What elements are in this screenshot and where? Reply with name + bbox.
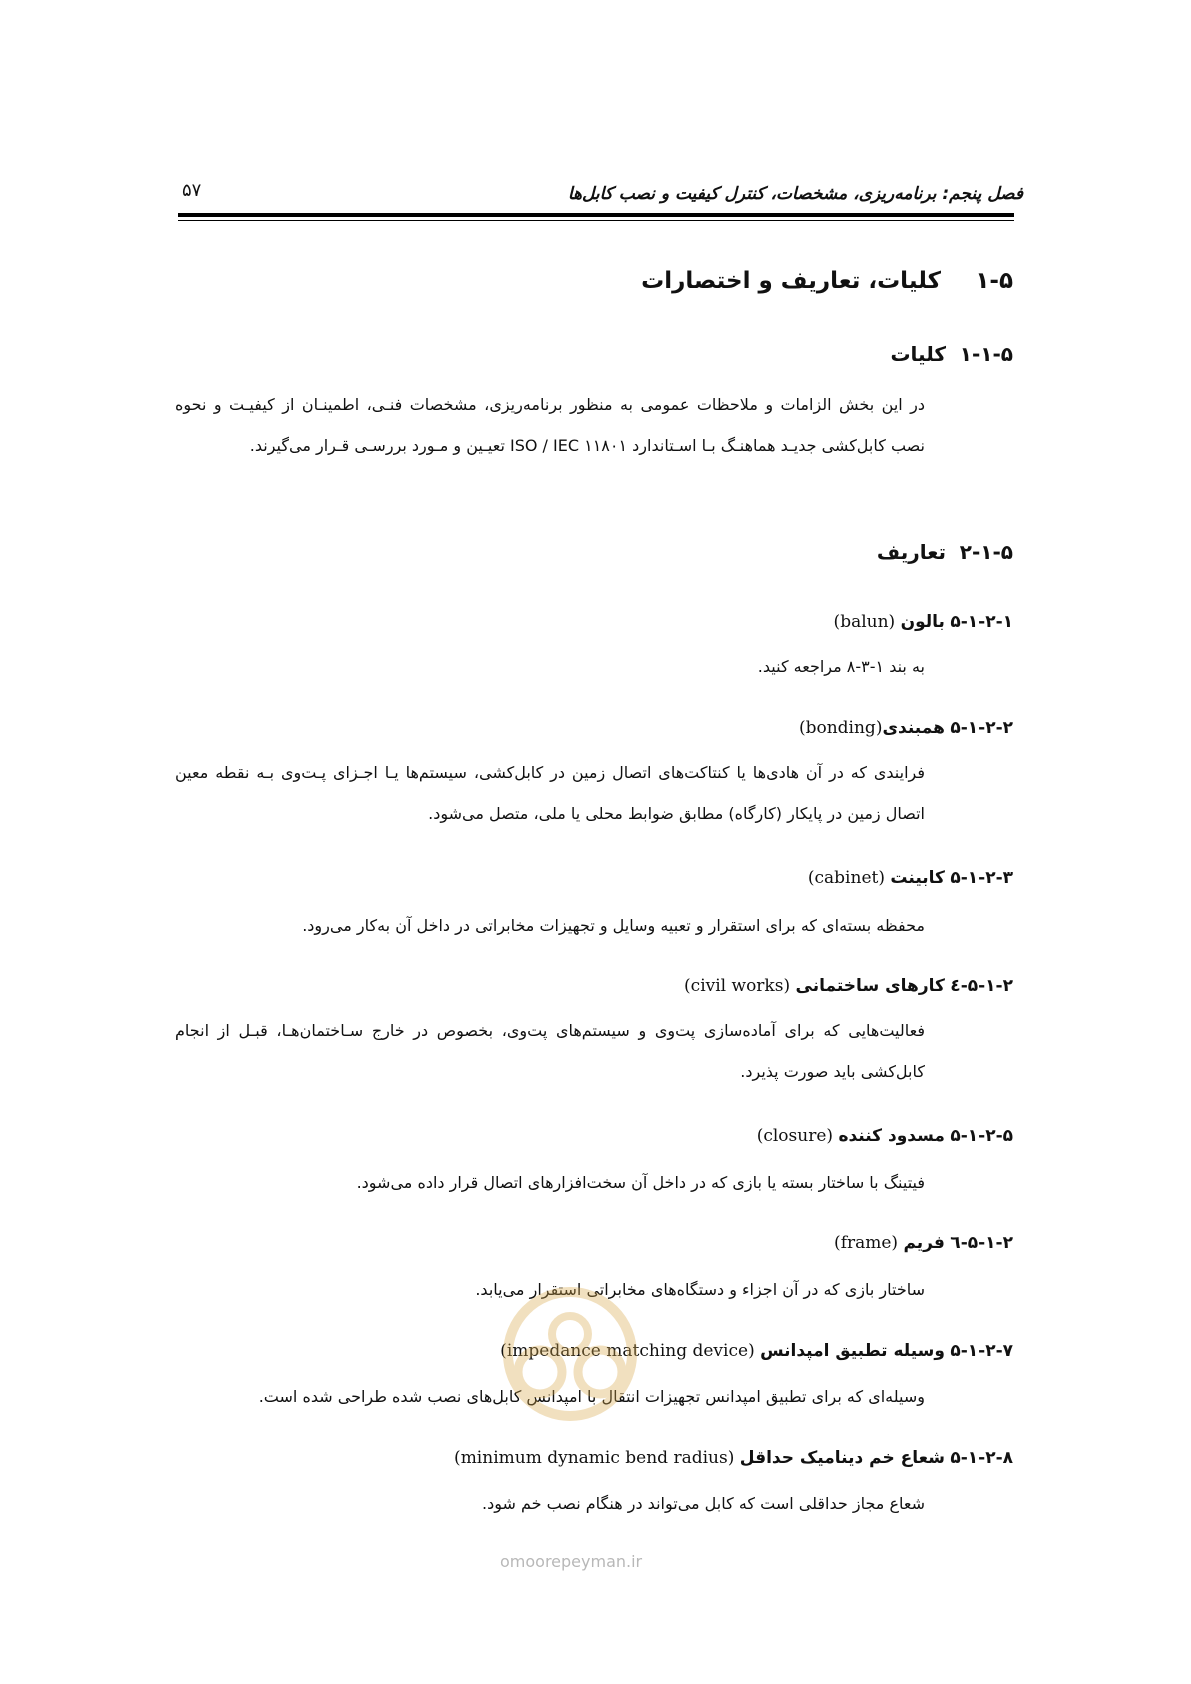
- definition-term-english: (closure): [756, 1126, 834, 1146]
- definition-term: بالون: [900, 612, 945, 632]
- header-rule-thick: [178, 213, 1014, 217]
- watermark-text: omoorepeyman.ir: [500, 1552, 643, 1571]
- definition-number: ۵-۱-۲-۸: [950, 1448, 1013, 1468]
- definition-heading: [684, 976, 1013, 996]
- definition-body: فرایندی که در آن هادی‌ها یا کنتاکت‌های اتصال زمین در کابل‌کشی، سیستم‌ها یـا اجـزای پـت‌وی بـه نقطه معین اتصال زمین در پایکار (کارگاه) مطابق ضوابط محلی یا ملی، متصل می‌شود.: [175, 763, 925, 823]
- section-heading: [641, 268, 1013, 294]
- definition-number: ۵-۱-۲-٤: [950, 976, 1013, 996]
- definition-heading: [454, 1448, 1013, 1468]
- definition-heading: [757, 1126, 1013, 1146]
- general-paragraph: در این بخش الزامات و ملاحظات عمومی به منظور برنامه‌ریزی، مشخصات فنـی، اطمینـان از کیفیـت و نحوه نصب کابل‌کشی جدیـد هماهنـگ بـا اسـتاندارد ISO / IEC ۱۱۸۰۱ تعیـین و مـورد بررسـی قـرار می‌گیرند.: [175, 395, 925, 455]
- definition-body: محفظه بسته‌ای که برای استقرار و تعبیه وسایل و تجهیزات مخابراتی در داخل آن به‌کار می‌رود.: [302, 916, 925, 935]
- section-title: کلیات، تعاریف و اختصارات: [641, 268, 941, 294]
- definition-term: همبندی: [882, 718, 945, 738]
- definition-number: ۵-۱-۲-۳: [950, 868, 1013, 888]
- definition-term-english: (frame): [834, 1233, 899, 1253]
- section-number: ۱-۵: [975, 268, 1013, 294]
- definition-heading: [834, 612, 1013, 632]
- header-rule-thin: [178, 220, 1014, 221]
- definition-term-english: (bonding): [798, 718, 883, 738]
- definition-number: ۵-۱-۲-۷: [950, 1341, 1013, 1361]
- definition-number: ۵-۱-۲-۲: [950, 718, 1013, 738]
- definition-term-english: (civil works): [684, 976, 791, 996]
- definition-body: فعالیت‌هایی که برای آماده‌سازی پت‌وی و سیستم‌های پت‌وی، بخصوص در خارج سـاختمان‌هـا، قبـل از انجام کابل‌کشی باید صورت پذیرد.: [175, 1021, 925, 1081]
- subsection-number: ۱-۱-۵: [959, 342, 1013, 366]
- definition-heading: [834, 1233, 1013, 1253]
- definition-number: ۵-۱-۲-٦: [950, 1233, 1013, 1253]
- definition-term-english: (cabinet): [807, 868, 885, 888]
- definition-body: فیتینگ با ساختار بسته یا بازی که در داخل آن سخت‌افزارهای اتصال قرار داده می‌شود.: [356, 1173, 925, 1192]
- definition-term: وسیله تطبیق امپدانس: [760, 1341, 945, 1361]
- subsection-heading-definitions: [877, 540, 1013, 564]
- running-header-title: فصل پنجم: برنامه‌ریزی، مشخصات، کنترل کیفیت و نصب کابل‌ها: [567, 184, 1023, 204]
- definition-term: شعاع خم دینامیک حداقل: [739, 1448, 945, 1468]
- definition-term: کابینت: [890, 868, 945, 888]
- definition-term: کارهای ساختمانی: [795, 976, 945, 996]
- definition-heading: [799, 718, 1013, 738]
- subsection-heading-general: [890, 342, 1013, 366]
- definition-body: وسیله‌ای که برای تطبیق امپدانس تجهیزات انتقال با امپدانس کابل‌های نصب شده طراحی شده است.: [258, 1387, 925, 1406]
- definition-heading: [808, 868, 1013, 888]
- page-number: ۵۷: [182, 180, 202, 201]
- definition-number: ۵-۱-۲-۱: [950, 612, 1013, 632]
- definition-body: به بند ۱-۳-۸ مراجعه کنید.: [757, 657, 925, 676]
- definition-term-english: (minimum dynamic bend radius): [454, 1448, 735, 1468]
- definition-body: شعاع مجاز حداقلی است که کابل می‌تواند در هنگام نصب خم شود.: [482, 1494, 925, 1513]
- definition-term: فریم: [903, 1233, 945, 1253]
- subsection-number: ۲-۱-۵: [959, 540, 1013, 564]
- definition-term-english: (balun): [833, 612, 896, 632]
- subsection-title: تعاریف: [876, 540, 947, 564]
- definition-term-english: (impedance matching device): [500, 1341, 755, 1361]
- subsection-title: کلیات: [890, 342, 947, 366]
- definition-body: ساختار بازی که در آن اجزاء و دستگاه‌های مخابراتی استقرار می‌یابد.: [475, 1280, 925, 1299]
- definition-term: مسدود کننده: [838, 1126, 945, 1146]
- gear-emblem-icon: [470, 1272, 670, 1432]
- definition-number: ۵-۱-۲-۵: [950, 1126, 1013, 1146]
